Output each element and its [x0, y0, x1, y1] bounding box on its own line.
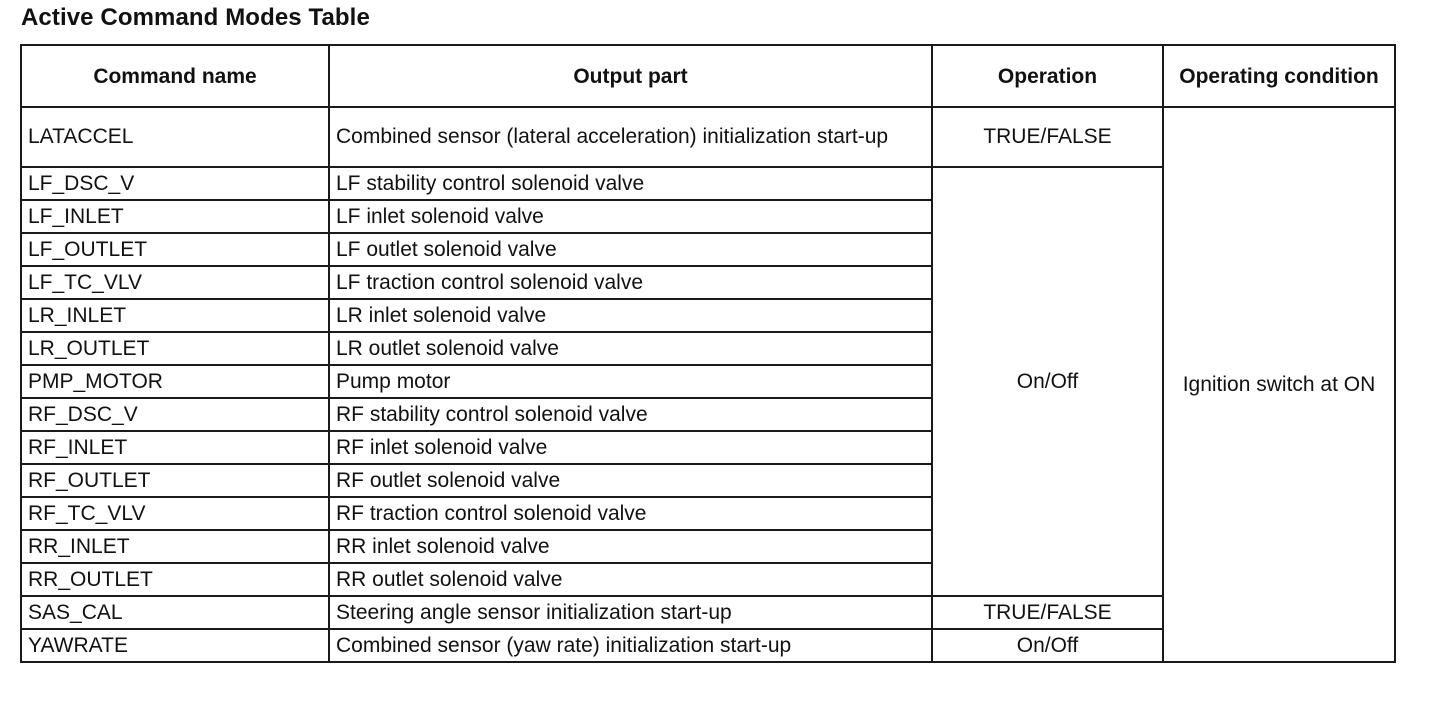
command-cell: LF_TC_VLV [21, 266, 329, 299]
command-cell: PMP_MOTOR [21, 365, 329, 398]
output-part-cell: Combined sensor (yaw rate) initialization start-up [329, 629, 932, 662]
page-title: Active Command Modes Table [21, 4, 370, 31]
header-row [21, 45, 1395, 107]
output-part-cell: LR inlet solenoid valve [329, 299, 932, 332]
output-part-cell: RR inlet solenoid valve [329, 530, 932, 563]
output-part-cell: LR outlet solenoid valve [329, 332, 932, 365]
command-cell: YAWRATE [21, 629, 329, 662]
output-part-cell: RF inlet solenoid valve [329, 431, 932, 464]
output-part-cell: LF stability control solenoid valve [329, 167, 932, 200]
output-part-cell: LF inlet solenoid valve [329, 200, 932, 233]
header-output-part: Output part [329, 45, 932, 107]
command-cell: LR_INLET [21, 299, 329, 332]
output-part-cell: RF traction control solenoid valve [329, 497, 932, 530]
command-cell: LF_INLET [21, 200, 329, 233]
command-cell: RF_INLET [21, 431, 329, 464]
command-cell: LATACCEL [21, 107, 329, 167]
output-part-cell: Combined sensor (lateral acceleration) initialization start-up [329, 107, 932, 167]
command-cell: SAS_CAL [21, 596, 329, 629]
table-row [21, 107, 1395, 167]
operating-condition-cell: Ignition switch at ON [1163, 107, 1395, 662]
output-part-cell: RF stability control solenoid valve [329, 398, 932, 431]
header-operation: Operation [932, 45, 1163, 107]
operation-cell: On/Off [932, 167, 1163, 596]
command-cell: LF_DSC_V [21, 167, 329, 200]
command-cell: LR_OUTLET [21, 332, 329, 365]
output-part-cell: Pump motor [329, 365, 932, 398]
active-command-modes-table [20, 44, 1396, 663]
operation-cell: TRUE/FALSE [932, 107, 1163, 167]
output-part-cell: RF outlet solenoid valve [329, 464, 932, 497]
output-part-cell: LF outlet solenoid valve [329, 233, 932, 266]
header-command-name: Command name [21, 45, 329, 107]
command-cell: LF_OUTLET [21, 233, 329, 266]
table-body [21, 107, 1395, 662]
output-part-cell: LF traction control solenoid valve [329, 266, 932, 299]
command-cell: RR_INLET [21, 530, 329, 563]
output-part-cell: Steering angle sensor initialization start-up [329, 596, 932, 629]
operation-cell: On/Off [932, 629, 1163, 662]
command-cell: RF_TC_VLV [21, 497, 329, 530]
table-header [21, 45, 1395, 107]
command-cell: RF_OUTLET [21, 464, 329, 497]
command-cell: RF_DSC_V [21, 398, 329, 431]
header-operating-condition: Operating condition [1163, 45, 1395, 107]
command-cell: RR_OUTLET [21, 563, 329, 596]
operation-cell: TRUE/FALSE [932, 596, 1163, 629]
output-part-cell: RR outlet solenoid valve [329, 563, 932, 596]
